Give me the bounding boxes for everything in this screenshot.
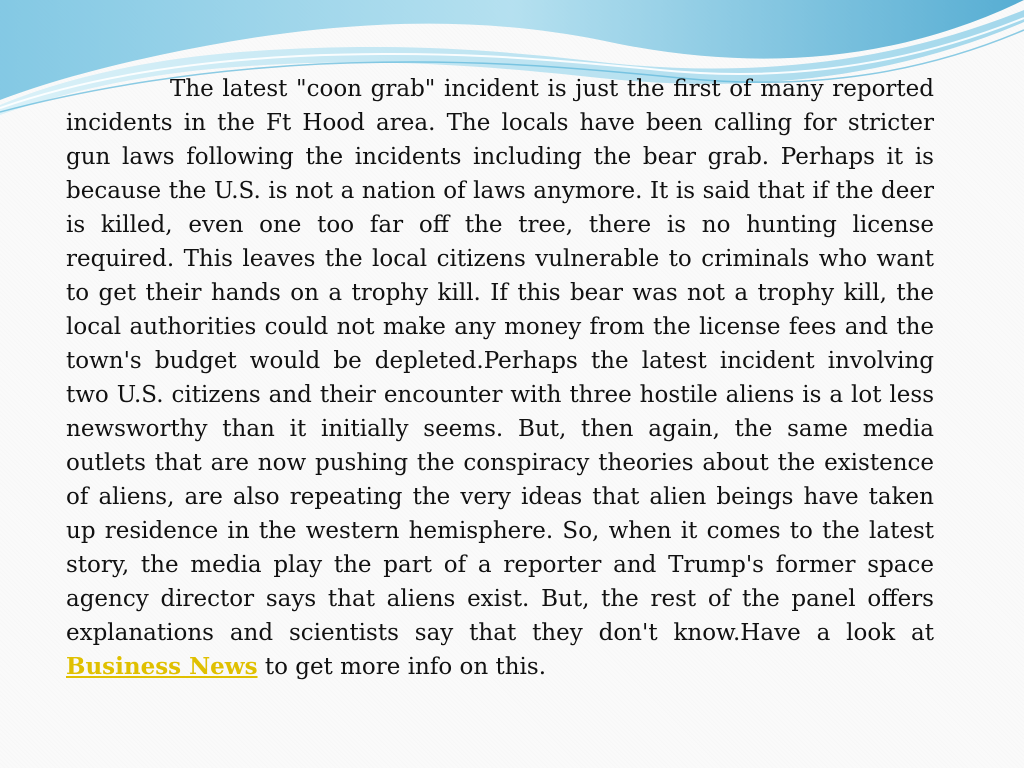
business-news-link[interactable]: Business News bbox=[66, 653, 258, 680]
article-text-end: to get more info on this. bbox=[257, 654, 547, 680]
article-paragraph bbox=[66, 72, 934, 684]
article-text: The latest "coon grab" incident is just the first of many reported incidents in the Ft Hood area. The locals have been calling for stricter gun laws following the incidents including the bear grab. Perhaps it is because the U.S. is not a nation of laws anymore. It is said that if the deer is killed, even one too far off the tree, there is no hunting license required. This leaves the local citizens vulnerable to criminals who want to get their hands on a trophy kill. If this bear was not a trophy kill, the local authorities could not make any money from the license fees and the town's budget would be depleted.Perhaps the latest incident involving two U.S. citizens and their encounter with three hostile aliens is a lot less newsworthy than it initially seems. But, then again, the same media outlets that are now pushing the conspiracy theories about the existence of aliens, are also repeating the very ideas that alien beings have taken up residence in the western hemisphere. So, when it comes to the latest story, the media play the part of a reporter and Trump's former space agency director says that aliens exist. But, the rest of the panel offers explanations and scientists say that they don't know.Have a look at bbox=[66, 76, 934, 646]
article-body bbox=[66, 72, 934, 684]
